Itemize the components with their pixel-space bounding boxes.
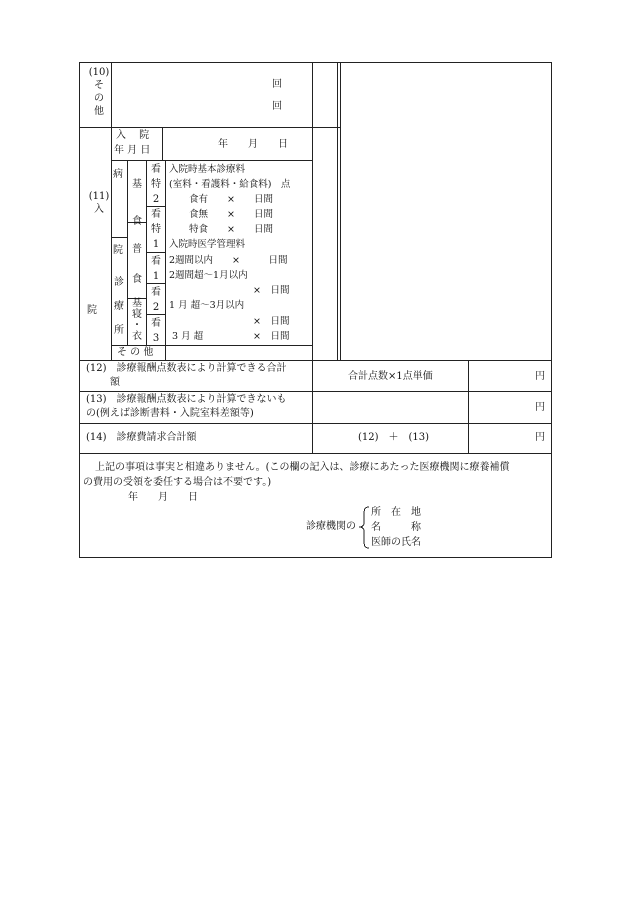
yen-unit: 円 [535,432,545,443]
basic-bedding-label [130,298,144,342]
yen-unit: 円 [535,371,545,382]
nursing-char: 看 [151,164,161,175]
nursing-char: 特 [151,224,161,235]
section-10-number: (10) [88,67,110,78]
certification-date: 年 月 日 [128,492,198,503]
section-10-char: の [94,93,104,104]
basic-meal-char: 食 [132,216,142,227]
nursing-special-2 [149,162,163,207]
nursing-2 [149,285,163,315]
clinic-char: 療 [114,301,124,312]
doctor-name-label: 医師の氏名 [371,537,421,548]
admission-ymd-header: 年 月 日 [114,145,151,156]
section-12-label-cont: 額 [110,377,120,388]
clinic-label [112,271,126,343]
clinic-char: 診 [114,277,124,288]
over-1-month-line: 1 月 超〜3月以内 [169,300,245,311]
nursing-char: 3 [152,333,160,344]
meal-with-line: 食有 × 日間 [189,194,273,205]
bedding-char: 衣 [132,331,142,342]
meal-without-line: 食無 × 日間 [189,209,273,220]
nursing-1 [149,254,163,284]
other-row-label: そ の 他 [117,347,154,358]
ordinary-meal-char: 食 [132,274,142,285]
over-3-months-line: 3 月 超 [172,331,204,342]
nursing-char: 1 [152,239,160,250]
section-10-label [88,66,110,118]
over-3-months-days: × 日間 [253,331,290,342]
count-unit: 回 [272,101,282,112]
institution-label: 診療機関の [306,521,356,532]
yen-unit: 円 [535,402,545,413]
nursing-special-1 [149,207,163,252]
over-2-weeks-line: 2週間超〜1月以内 [169,270,248,281]
section-10-char: 他 [94,106,104,117]
bedding-char: ・ [132,320,142,331]
hospital-byo: 病 [113,169,123,180]
nursing-char: 看 [151,318,161,329]
section-13-label-cont: の(例えば診断書料・入院室料差額等) [86,408,254,419]
basic-meal-label [130,166,144,240]
section-11-char: 院 [87,305,97,316]
institution-name-label: 名 称 [371,522,421,533]
clinic-char: 所 [114,325,124,336]
special-meal-line: 特食 × 日間 [189,224,273,235]
section-11-char: 入 [94,204,104,215]
ordinary-meal-char: 普 [132,244,142,255]
section-11-label [88,190,110,216]
nursing-char: 特 [151,179,161,190]
basic-meal-char: 基 [132,179,142,190]
section-14-label: (14) 診療費請求合計額 [86,432,197,443]
institution-address-label: 所 在 地 [371,507,421,518]
within-2-weeks-line: 2週間以内 × 日間 [169,255,288,266]
over-1-month-days: × 日間 [253,316,290,327]
section-14-formula: (12) ＋ (13) [358,432,430,443]
nursing-char: 2 [152,194,160,205]
admission-date-field: 年 月 日 [218,139,288,150]
bedding-char: 寝 [132,309,142,320]
over-2-weeks-days: × 日間 [253,285,290,296]
nursing-char: 2 [152,302,160,313]
hospital-in: 院 [113,245,123,256]
section-10-char: そ [94,80,104,91]
section-13-label: (13) 診療報酬点数表により計算できないも [86,394,287,405]
nursing-char: 1 [152,271,160,282]
certification-statement: 上記の事項は事実と相違ありません。(この欄の記入は、診療にあたった医療機関に療養補償 [95,462,510,473]
certification-statement-cont: の費用の受領を委任する場合は不要です。) [83,477,272,488]
nursing-char: 看 [151,287,161,298]
basic-fee-title: 入院時基本診療料 [169,164,246,175]
nursing-3 [149,316,163,346]
section-11-number: (11) [88,191,110,202]
ordinary-meal-label [130,235,144,295]
admission-header: 入 院 [116,130,150,141]
basic-fee-breakdown: (室料・看護料・給食料) 点 [169,179,291,190]
bedding-char: 基 [132,298,142,309]
count-unit: 回 [272,79,282,90]
section-12-label: (12) 診療報酬点数表により計算できる合計 [86,363,287,374]
medical-mgmt-title: 入院時医学管理料 [169,239,246,250]
nursing-char: 看 [151,209,161,220]
nursing-char: 看 [151,256,161,267]
section-12-calc-method: 合計点数×1点単価 [348,371,433,382]
